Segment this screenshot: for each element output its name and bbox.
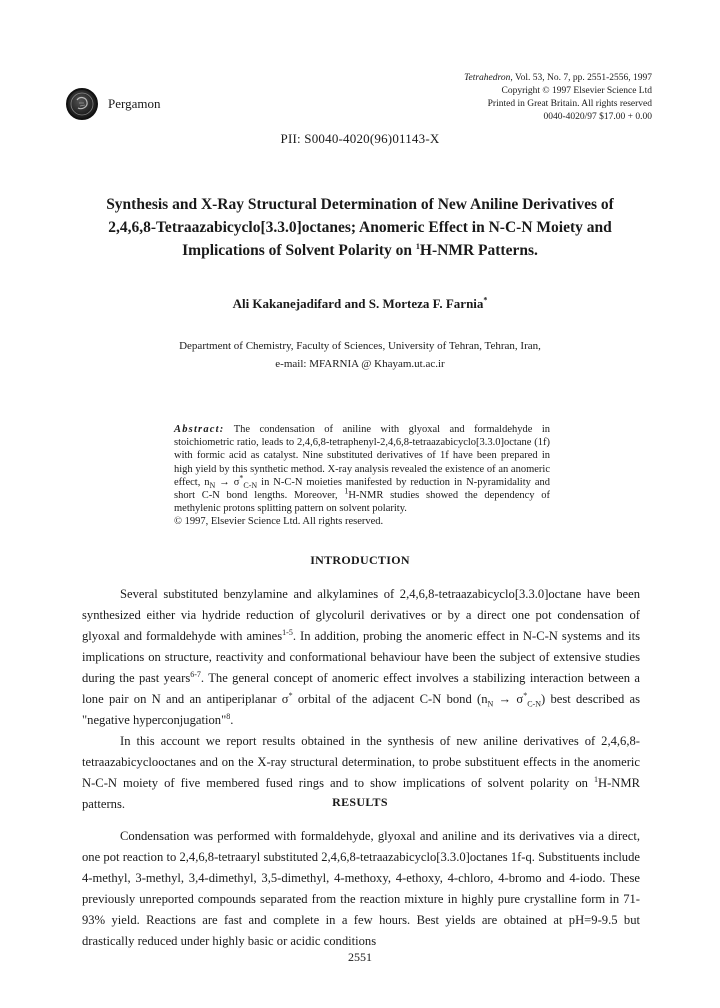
title-text: Synthesis and X-Ray Structural Determination of New Aniline Derivatives of 2,4,6,8-Tetraazabicyclo[3.3.0]octanes; Anomeric Effect in N-C-N Moiety and Implications of Solvent Polarity on	[106, 196, 614, 259]
intro-text-a: Several substituted benzylamine and alkylamines of 2,4,6,8-tetraazabicyclo[3.3.0]octane have been synthesized either via hydride reduction of glycoluril derivatives or by a direct one pot condensation of glyoxal and formaldehyde with amines	[82, 587, 640, 643]
abstract	[174, 423, 550, 529]
introduction-paragraph-1	[82, 584, 640, 731]
affiliation	[0, 337, 720, 373]
abstract-sub-cn: C-N	[243, 480, 258, 490]
abstract-copyright: © 1997, Elsevier Science Ltd. All rights reserved.	[174, 516, 384, 528]
publisher-name: Pergamon	[108, 96, 161, 111]
journal-info	[464, 72, 652, 124]
authors-text: Ali Kakanejadifard and S. Morteza F. Farnia	[232, 296, 484, 311]
abstract-sub-n: N	[209, 480, 216, 490]
publisher-logo-icon	[66, 88, 98, 120]
intro-text-f: ) best described as "negative hyperconjugation"	[82, 692, 641, 727]
affiliation-department: Department of Chemistry, Faculty of Sciences, University of Tehran, Tehran, Iran,	[179, 340, 541, 352]
introduction-heading: INTRODUCTION	[310, 553, 410, 567]
pii-identifier: PII: S0040-4020(96)01143-X	[280, 131, 440, 146]
intro-star-1: *	[288, 690, 293, 700]
author-list	[0, 296, 720, 312]
intro-sub-n: N	[487, 699, 494, 709]
journal-volume: , Vol. 53, No. 7, pp. 2551-2556, 1997	[510, 73, 652, 83]
intro-text-d: orbital of the adjacent C-N bond (n	[292, 692, 488, 706]
abstract-text-2: in N-C-N moieties manifested by reduction in N-pyramidality and short C-N bond lengths. Moreover,	[174, 476, 550, 502]
journal-name: Tetrahedron	[464, 73, 511, 83]
ref-1-5: 1-5	[282, 627, 293, 637]
abstract-sup-1: 1	[344, 486, 349, 496]
copyright-line: Copyright © 1997 Elsevier Science Ltd	[501, 86, 652, 96]
abstract-arrow: → σ	[215, 476, 240, 488]
price-line: 0040-4020/97 $17.00 + 0.00	[543, 112, 652, 122]
intro-p2-sup: 1	[594, 774, 599, 784]
results-body	[82, 826, 640, 952]
intro-text-e: → σ	[493, 692, 524, 706]
abstract-star: *	[239, 473, 244, 483]
printed-line: Printed in Great Britain. All rights reserved	[487, 99, 652, 109]
abstract-label: Abstract:	[174, 424, 225, 435]
title-end: H-NMR Patterns.	[419, 242, 538, 259]
intro-sub-cn: C-N	[527, 699, 541, 709]
results-paragraph-1: Condensation was performed with formaldehyde, glyoxal and aniline and its derivatives via a direct, one pot reaction to 2,4,6,8-tetraaryl substituted 2,4,6,8-tetraazabicyclo[3.3.0]octanes 1f-q. Substituents include 4-methyl, 3-methyl, 3,4-dimethyl, 3,5-dimethyl, 4-methoxy, 4-ethoxy, 4-chloro, 4-bromo and 4-iodo. These previously unreported compounds separated from the reaction mixture in highly pure crystalline form in 71-93% yield. Reactions are fast and complete in a few hours. Best yields are obtained at pH=9-9.5 but drastically reduced under highly basic or acidic conditions	[82, 829, 640, 948]
corresponding-author-mark: *	[483, 295, 488, 305]
intro-p2-text-b: H-NMR patterns.	[82, 776, 640, 811]
title-superscript: 1	[415, 241, 420, 251]
introduction-body	[82, 584, 640, 815]
intro-text-c: . The general concept of anomeric effect involves a stabilizing interaction between a lone pair on N and an antiperiplanar σ	[82, 671, 640, 706]
ref-8: 8	[226, 711, 231, 721]
affiliation-email: e-mail: MFARNIA @ Khayam.ut.ac.ir	[275, 358, 445, 370]
abstract-text-3: H-NMR studies showed the dependency of methylenic protons splitting pattern on solvent polarity.	[174, 490, 550, 515]
intro-star-2: *	[523, 690, 528, 700]
intro-text-g: .	[230, 713, 234, 727]
page-number: 2551	[348, 950, 372, 964]
journal-citation	[464, 72, 652, 85]
intro-p2-text-a: In this account we report results obtained in the synthesis of new aniline derivatives of 2,4,6,8-tetraazabicyclooctanes and on the X-ray structural determination, to probe substituent effects in the anomeric N-C-N moiety of five membered fused rings and to show implications of solvent polarity on	[82, 734, 640, 790]
paper-title	[100, 193, 620, 262]
results-heading: RESULTS	[332, 795, 388, 809]
ref-6-7: 6-7	[190, 669, 201, 679]
intro-text-b: . In addition, probing the anomeric effect in N-C-N systems and its implications on structure, reactivity and conformational behaviour have been the subject of extensive studies during the past years	[82, 629, 640, 685]
abstract-body	[174, 423, 550, 515]
abstract-text-1: The condensation of aniline with glyoxal and formaldehyde in stoichiometric ratio, leads to 2,4,6,8-tetraphenyl-2,4,6,8-tetraazabicyclo[3.3.0]octane (1f) with formic acid as catalyst. Nine substituted derivatives of 1f have been prepared in high yield by this synthetic method. X-ray analysis revealed the existence of an anomeric effect, n	[174, 424, 550, 488]
